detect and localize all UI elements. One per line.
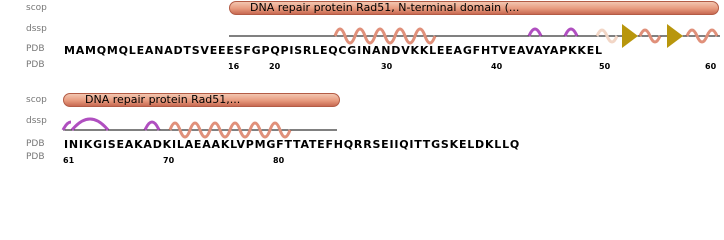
tick-60: 60 — [705, 62, 717, 71]
turn-segment — [565, 29, 577, 36]
pdb-row-label: PDB — [26, 44, 45, 54]
dssp-row-label: dssp — [26, 116, 47, 126]
sequence-row-2: INIKGISEAKADKILAEAAKLVPMGFTTATEFHQRRSEIIQITTGSKELDKLLQ — [64, 138, 521, 151]
turn-segment — [72, 119, 108, 130]
tick-61: 61 — [63, 156, 75, 165]
strand-arrow — [667, 24, 683, 48]
pdb-row-label: PDB — [26, 139, 45, 149]
dssp-track — [0, 100, 724, 140]
dssp-track — [0, 8, 724, 48]
pdb-numbering-label: PDB — [26, 60, 45, 70]
tick-30: 30 — [381, 62, 393, 71]
strand-arrow — [622, 24, 638, 48]
tick-80: 80 — [273, 156, 285, 165]
scop-row-label: scop — [26, 95, 47, 105]
tick-40: 40 — [491, 62, 503, 71]
turn-segment — [145, 122, 159, 130]
dssp-row-label: dssp — [26, 24, 47, 34]
turn-segment — [63, 122, 71, 130]
tick-20: 20 — [269, 62, 281, 71]
sequence-row-1: MAMQMQLEANADTSVEEESFGPQPISRLEQCGINANDVKKLEEAGFHTVEAVAYAPKKEL — [64, 44, 603, 57]
scop-row-label: scop — [26, 3, 47, 13]
scop-domain-label: DNA repair protein Rad51, N-terminal domain (... — [250, 1, 520, 14]
pdb-numbering-label: PDB — [26, 152, 45, 162]
tick-70: 70 — [163, 156, 175, 165]
tick-50: 50 — [599, 62, 611, 71]
scop-domain-label: DNA repair protein Rad51,... — [85, 93, 241, 106]
tick-16: 16 — [228, 62, 240, 71]
turn-segment — [529, 29, 541, 36]
